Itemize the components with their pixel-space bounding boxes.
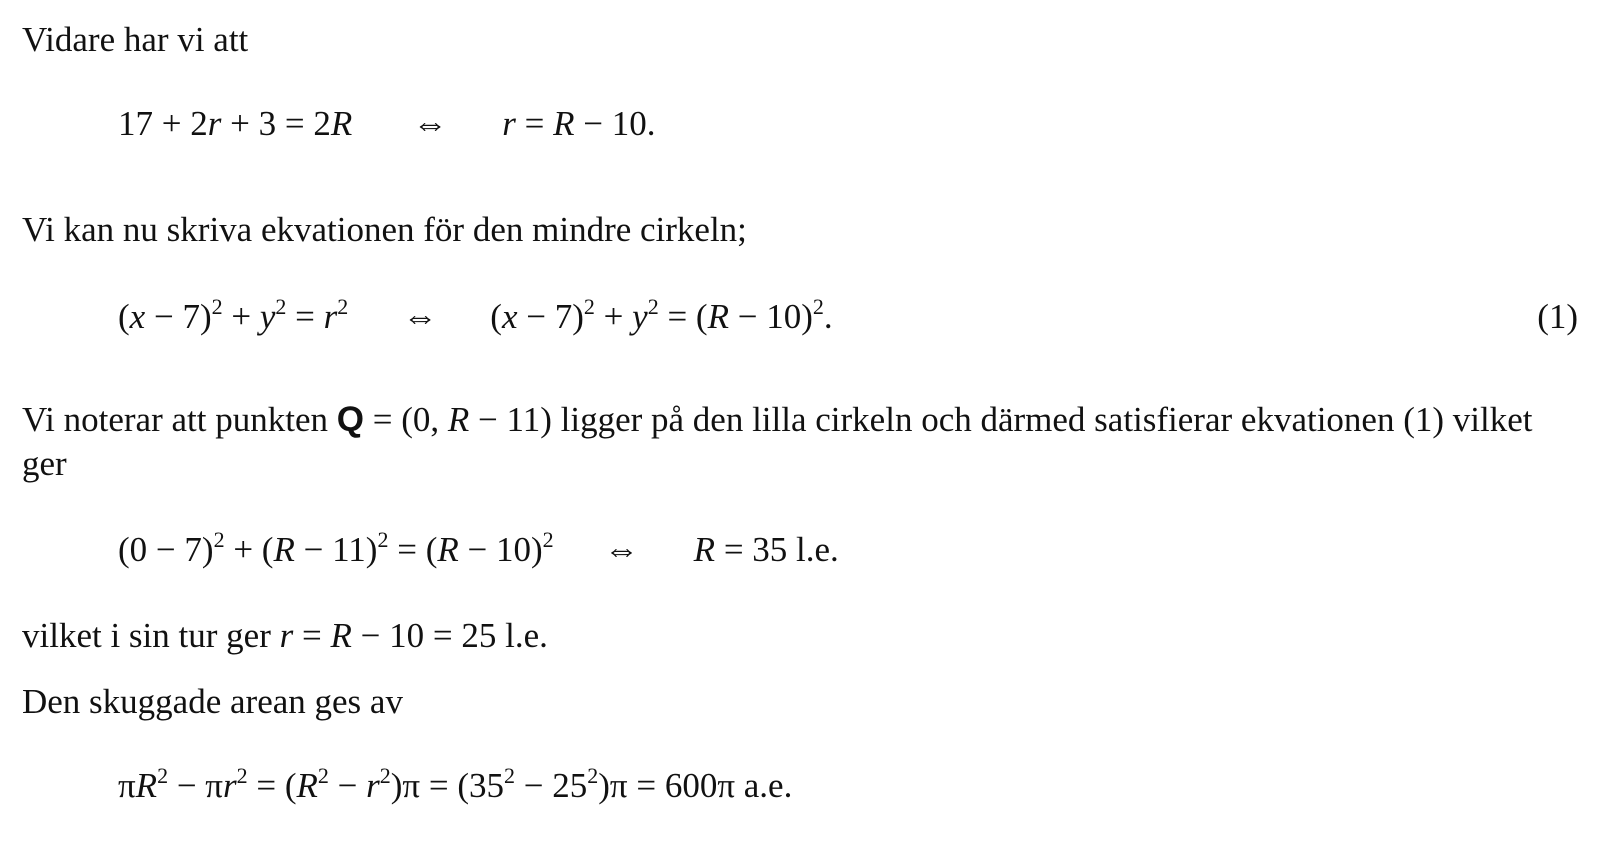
equation-3-lhs: $(0 - 7)^2 + (R - 11)^2 = (R - 10)^2$ xyxy=(118,527,554,569)
equation-2-rhs: $(x - 7)^2 + y^2 = (R - 10)^2$. xyxy=(490,294,833,336)
equation-1-lhs-render: 17 + 2r + 3 = 2R xyxy=(118,104,353,143)
equation-2 xyxy=(118,295,833,339)
equation-4 xyxy=(118,764,792,808)
text-vidare: Vidare har vi att xyxy=(22,20,249,59)
equation-2-lhs: $(x - 7)^2 + y^2 = r^2$ xyxy=(118,294,349,336)
equation-3-rhs: R = 35 l.e. xyxy=(693,530,839,569)
iff-symbol: ⇔ xyxy=(402,297,438,336)
point-q: Q xyxy=(336,400,364,439)
text-punkten-q-before: Vi noterar att punkten xyxy=(22,400,328,439)
equation-number: (1) xyxy=(1537,297,1578,336)
text-skriva-ekvationen: Vi kan nu skriva ekvationen för den mindre cirkeln; xyxy=(22,210,747,249)
equation-3 xyxy=(118,528,839,572)
equation-1 xyxy=(118,102,656,146)
iff-symbol: ⇔ xyxy=(604,530,640,569)
text-skuggade-arean: Den skuggade arean ges av xyxy=(22,682,403,721)
iff-symbol: ⇔ xyxy=(412,104,448,143)
text-punkten-q: Vi noterar att punkten Q = (0, R − 11) ligger på den lilla cirkeln och därmed satisfierar ekvationen (1) vilket ger xyxy=(22,400,1533,483)
text-r-25: vilket i sin tur ger r = R − 10 = 25 l.e. xyxy=(22,616,548,655)
equation-4-render: $\pi R^2 - \pi r^2 = (R^2 - r^2)\pi = (35^2 - 25^2)\pi = 600\pi$ a.e. xyxy=(118,763,793,805)
equation-1-rhs: r = R − 10. xyxy=(502,104,656,143)
